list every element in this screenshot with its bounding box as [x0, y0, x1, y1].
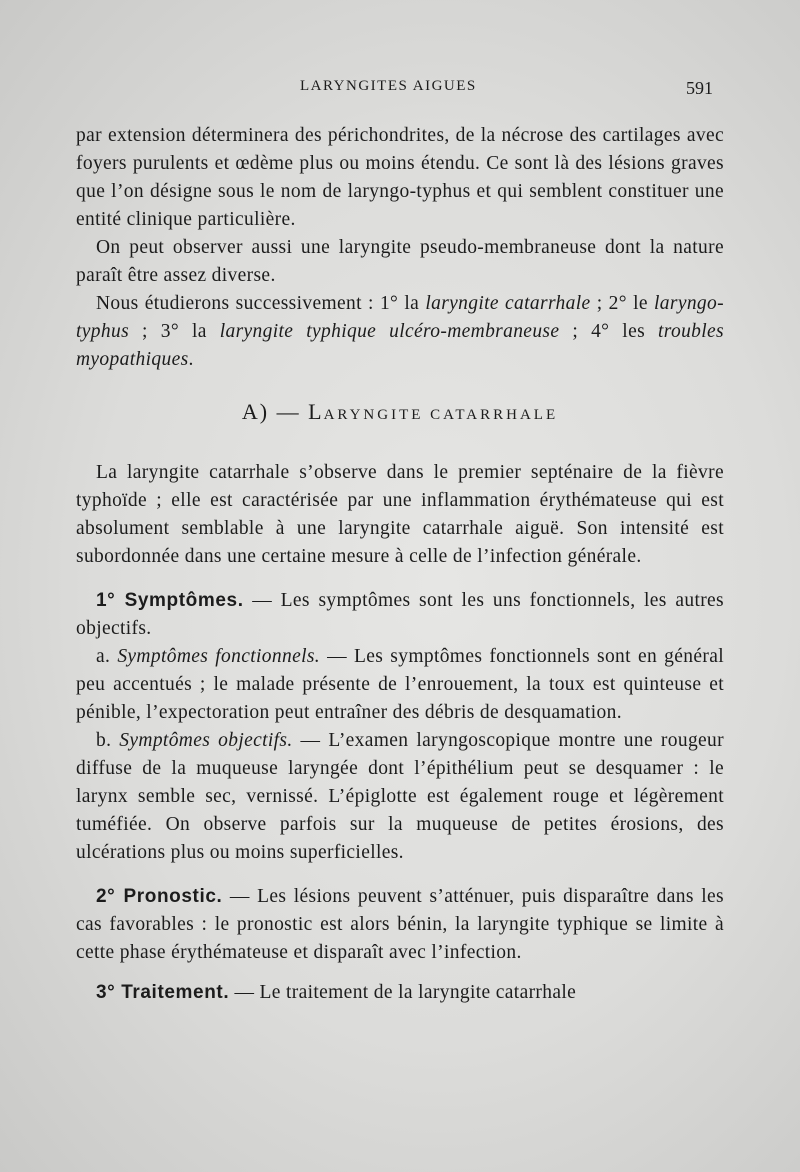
section-a-paragraph: La laryngite catarrhale s’observe dans le premier septénaire de la fièvre typhoïde ; elle est caractérisée par une inflammation érythémateuse qui est absolument semblable à une laryngite catarrhale aiguë. Son intensité est subordonnée dans une certaine mesure à celle de l’infection générale.	[76, 462, 724, 567]
pronostic-paragraph: 2° Pronostic. — Les lésions peuvent s’atténuer, puis disparaître dans les cas favorables : le pronostic est alors bénin, la laryngite typhique se limite à cette phase érythémateuse et disparaît avec l’infection.	[76, 886, 724, 963]
section-heading: A) — LARYNGITE CATARRHALE	[241, 399, 559, 424]
symptomes-paragraph: 1° Symptômes. — Les symptômes sont les uns fonctionnels, les autres objectifs.	[76, 590, 724, 639]
symptomes-title: 1° Symptômes.	[96, 590, 244, 611]
symptomes-fonctionnels: a. Symptômes fonctionnels. — Les symptômes fonctionnels sont en général peu accentués ; le malade présente de l’enrouement, la toux est quinteuse et pénible, l’expectoration peut entraîner des débris de desquamation.	[76, 646, 724, 723]
traitement-title: 3° Traitement.	[96, 982, 230, 1003]
running-title: LARYNGITES AIGUES	[300, 78, 477, 94]
page-header	[0, 78, 800, 102]
traitement-paragraph: 3° Traitement. — Le traitement de la laryngite catarrhale	[96, 982, 577, 1003]
page-body	[76, 122, 724, 1007]
pronostic-title: 2° Pronostic.	[96, 886, 223, 907]
symptomes-objectifs: b. Symptômes objectifs. — L’examen laryngoscopique montre une rougeur diffuse de la muqueuse laryngée dont l’épithélium peut se desquamer : le larynx semble sec, vernissé. L’épiglotte est également rouge et légèrement tuméfiée. On observe parfois sur la muqueuse de petites érosions, des ulcérations plus ou moins superficielles.	[76, 730, 724, 863]
intro-paragraph-1: par extension déterminera des périchondrites, de la nécrose des cartilages avec foyers purulents et œdème plus ou moins étendu. Ce sont là des lésions graves que l’on désigne sous le nom de laryngo-typhus et qui semblent constituer une entité clinique particulière.	[76, 125, 724, 230]
intro-paragraph-3: Nous étudierons successivement : 1° la laryngite catarrhale ; 2° le laryngo-typhus ; 3° la laryngite typhique ulcéro-membraneuse ; 4° les troubles myopathiques.	[76, 293, 724, 370]
intro-paragraph-2: On peut observer aussi une laryngite pseudo-membraneuse dont la nature paraît être assez diverse.	[76, 237, 724, 286]
page-number: 591	[686, 78, 713, 98]
